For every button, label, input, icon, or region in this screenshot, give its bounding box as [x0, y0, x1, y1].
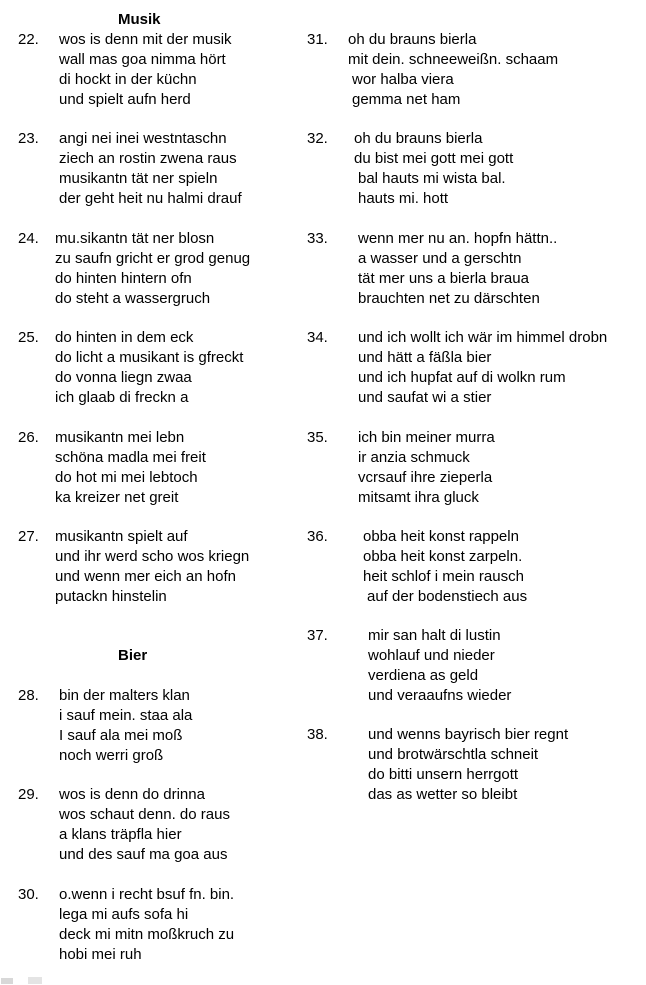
verse-line: auf der bodenstiech aus: [367, 587, 528, 605]
verse-line: heit schlof i mein rausch: [363, 567, 524, 585]
verse-number: 26.: [18, 429, 39, 446]
verse-number: 32.: [307, 130, 328, 147]
verse-line: und hätt a fäßla bier: [358, 348, 492, 366]
verse-line: a klans träpfla hier: [59, 825, 182, 843]
verse-line: bin der malters klan: [59, 687, 190, 704]
verse-line: di hockt in der küchn: [59, 70, 197, 88]
verse-line: wos schaut denn. do raus: [59, 805, 230, 823]
verse-line: o.wenn i recht bsuf fn. bin.: [59, 886, 235, 903]
verse-number: 22.: [18, 31, 39, 48]
verse-line: gemma net ham: [352, 90, 461, 108]
verse-line: ziech an rostin zwena raus: [59, 149, 237, 167]
verse-line: putackn hinstelin: [55, 587, 167, 605]
verse-line: do licht a musikant is gfreckt: [55, 348, 244, 366]
section-title-bier: Bier: [118, 647, 148, 664]
verse-line: bal hauts mi wista bal.: [358, 169, 506, 187]
verse-line: wor halba viera: [352, 70, 454, 88]
verse-line: tät mer uns a bierla braua: [358, 269, 529, 287]
verse-line: verdiena as geld: [368, 666, 479, 684]
verse-line: und ihr werd scho wos kriegn: [55, 547, 250, 565]
verse-number: 37.: [307, 627, 328, 644]
verse-line: do hinten in dem eck: [55, 329, 194, 346]
verse-line: das as wetter so bleibt: [368, 785, 518, 803]
verse-number: 28.: [18, 687, 39, 704]
verse-line: wall mas goa nimma hört: [59, 50, 226, 68]
verse-number: 33.: [307, 230, 328, 247]
verse-line: mu.sikantn tät ner blosn: [55, 230, 215, 247]
verse-line: ka kreizer net greit: [55, 488, 179, 506]
verse-line: do hot mi mei lebtoch: [55, 468, 198, 486]
verse-line: do hinten hintern ofn: [55, 269, 192, 287]
verse-line: hauts mi. hott: [358, 189, 449, 207]
verse-line: musikantn spielt auf: [55, 528, 188, 545]
verse-line: ich glaab di freckn a: [55, 388, 189, 406]
verse-line: schöna madla mei freit: [55, 448, 206, 466]
verse-line: und ich wollt ich wär im himmel drobn: [358, 329, 608, 346]
verse-line: lega mi aufs sofa hi: [59, 905, 189, 923]
verse-line: wohlauf und nieder: [368, 646, 495, 664]
verse-number: 27.: [18, 528, 39, 545]
verse-number: 31.: [307, 31, 328, 48]
verse-line: und spielt aufn herd: [59, 90, 191, 108]
verse-line: obba heit konst zarpeln.: [363, 547, 523, 565]
verse-line: angi nei inei westntaschn: [59, 130, 227, 147]
verse-line: der geht heit nu halmi drauf: [59, 189, 242, 207]
verse-number: 34.: [307, 329, 328, 346]
verse-line: deck mi mitn moßkruch zu: [59, 925, 235, 943]
verse-line: wenn mer nu an. hopfn hättn..: [358, 230, 558, 247]
verse-number: 29.: [18, 786, 39, 803]
verse-line: wos is denn do drinna: [59, 786, 205, 803]
verse-line: mir san halt di lustin: [368, 627, 501, 644]
verse-number: 35.: [307, 429, 328, 446]
verse-line: oh du brauns bierla: [354, 130, 483, 147]
verse-number: 36.: [307, 528, 328, 545]
verse-line: mit dein. schneeweißn. schaam: [348, 50, 559, 68]
verse-number: 30.: [18, 886, 39, 903]
verse-line: und veraaufns wieder: [368, 686, 512, 704]
verse-line: do bitti unsern herrgott: [368, 765, 519, 783]
verse-line: brauchten net zu därschten: [358, 289, 540, 307]
verse-line: do steht a wassergruch: [55, 289, 211, 307]
verse-line: und wenns bayrisch bier regnt: [368, 726, 569, 743]
verse-line: und brotwärschtla schneit: [368, 745, 539, 763]
verse-line: I sauf ala mei moß: [59, 726, 183, 744]
verse-line: obba heit konst rappeln: [363, 528, 519, 545]
verse-line: zu saufn gricht er grod genug: [55, 249, 251, 267]
verse-line: du bist mei gott mei gott: [354, 149, 514, 167]
section-title-musik: Musik: [118, 11, 161, 28]
verse-line: und saufat wi a stier: [358, 388, 492, 406]
verse-number: 23.: [18, 130, 39, 147]
verse-line: musikantn tät ner spieln: [59, 169, 218, 187]
verse-number: 24.: [18, 230, 39, 247]
verse-line: musikantn mei lebn: [55, 429, 185, 446]
verse-line: vcrsauf ihre zieperla: [358, 468, 493, 486]
verse-line: hobi mei ruh: [59, 945, 142, 963]
verse-line: mitsamt ihra gluck: [358, 488, 479, 506]
verse-number: 25.: [18, 329, 39, 346]
verse-number: 38.: [307, 726, 328, 743]
page-corner-mark: [0, 975, 46, 985]
verse-line: ich bin meiner murra: [358, 429, 495, 446]
verse-line: ir anzia schmuck: [358, 448, 470, 466]
verse-line: do vonna liegn zwaa: [55, 368, 192, 386]
verse-line: wos is denn mit der musik: [59, 31, 232, 48]
verse-line: oh du brauns bierla: [348, 31, 477, 48]
verse-line: und wenn mer eich an hofn: [55, 567, 236, 585]
verse-line: noch werri groß: [59, 746, 164, 764]
verse-line: und des sauf ma goa aus: [59, 845, 228, 863]
verse-line: i sauf mein. staa ala: [59, 706, 193, 724]
verse-line: a wasser und a gerschtn: [358, 249, 522, 267]
verse-line: und ich hupfat auf di wolkn rum: [358, 368, 566, 386]
